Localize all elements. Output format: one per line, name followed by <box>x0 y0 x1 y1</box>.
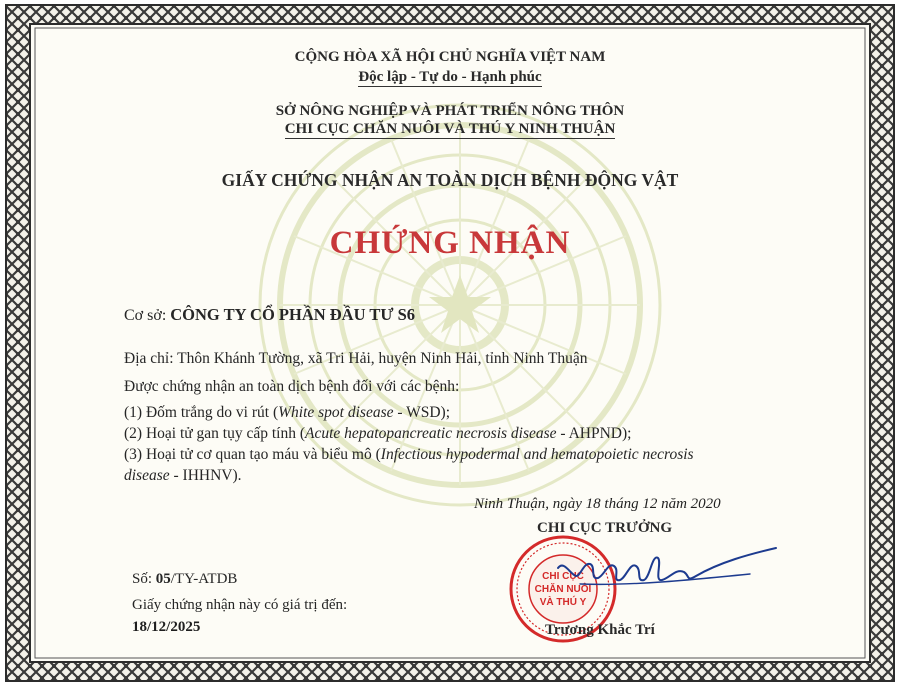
disease-item-continued <box>124 467 242 485</box>
certificate-number <box>132 571 237 588</box>
address-label: Địa chỉ: <box>124 350 174 367</box>
department-name: SỞ NÔNG NGHIỆP VÀ PHÁT TRIỂN NÔNG THÔN <box>275 103 625 119</box>
disease-name: (1) Đốm trắng do vi rút ( <box>124 404 279 421</box>
facility-label: Cơ sở: <box>124 307 167 324</box>
stamp-line: VÀ THÚ Y <box>539 597 587 608</box>
disease-name: (2) Hoại tử gan tụy cấp tính ( <box>124 425 306 442</box>
signer-title: CHI CỤC TRƯỞNG <box>537 520 673 536</box>
disease-code: - AHPND); <box>556 425 632 442</box>
address-line <box>124 350 588 368</box>
stamp-line: CHĂN NUÔI <box>534 584 592 595</box>
disease-latin-name: disease <box>124 467 170 484</box>
certificate-heading: CHỨNG NHẬN <box>329 225 571 261</box>
validity-date: 18/12/2025 <box>132 619 201 635</box>
country-name: CỘNG HÒA XÃ HỘI CHỦ NGHĨA VIỆT NAM <box>294 49 606 65</box>
national-motto <box>0 69 900 86</box>
certified-statement: Được chứng nhận an toàn dịch bệnh đối với các bệnh: <box>124 378 460 395</box>
disease-code: - IHHNV). <box>169 467 242 484</box>
place-date: Ninh Thuận, ngày 18 tháng 12 năm 2020 <box>474 496 721 512</box>
disease-latin-name: Infectious hypodermal and hematopoietic necrosis <box>380 446 694 463</box>
disease-latin-name: White spot disease <box>278 404 394 421</box>
disease-code: - WSD); <box>393 404 451 421</box>
stamp-line: CHI CỤC <box>542 571 584 582</box>
agency-name <box>0 121 900 138</box>
motto-text: Độc lập - Tự do - Hạnh phúc <box>358 69 542 85</box>
address-value: Thôn Khánh Tường, xã Tri Hải, huyện Ninh Hải, tỉnh Ninh Thuận <box>177 350 588 367</box>
agency-text: CHI CỤC CHĂN NUÔI VÀ THÚ Y NINH THUẬN <box>284 121 616 137</box>
facility-line <box>124 305 415 325</box>
number-label: Số: <box>132 571 156 587</box>
signer-name: Trương Khắc Trí <box>545 622 655 638</box>
disease-name: (3) Hoại tử cơ quan tạo máu và biểu mô ( <box>124 446 381 463</box>
disease-item <box>124 446 694 464</box>
number-value: 05 <box>155 571 171 587</box>
number-suffix: /TY-ATDB <box>170 571 238 587</box>
disease-latin-name: Acute hepatopancreatic necrosis disease <box>305 425 557 442</box>
disease-item <box>124 425 631 443</box>
validity-label: Giấy chứng nhận này có giá trị đến: <box>132 597 348 613</box>
facility-name: CÔNG TY CỔ PHẦN ĐẦU TƯ S6 <box>170 305 416 324</box>
document-title: GIẤY CHỨNG NHẬN AN TOÀN DỊCH BỆNH ĐỘNG VẬT <box>221 170 679 190</box>
disease-item <box>124 404 450 422</box>
handwritten-signature <box>550 540 780 600</box>
